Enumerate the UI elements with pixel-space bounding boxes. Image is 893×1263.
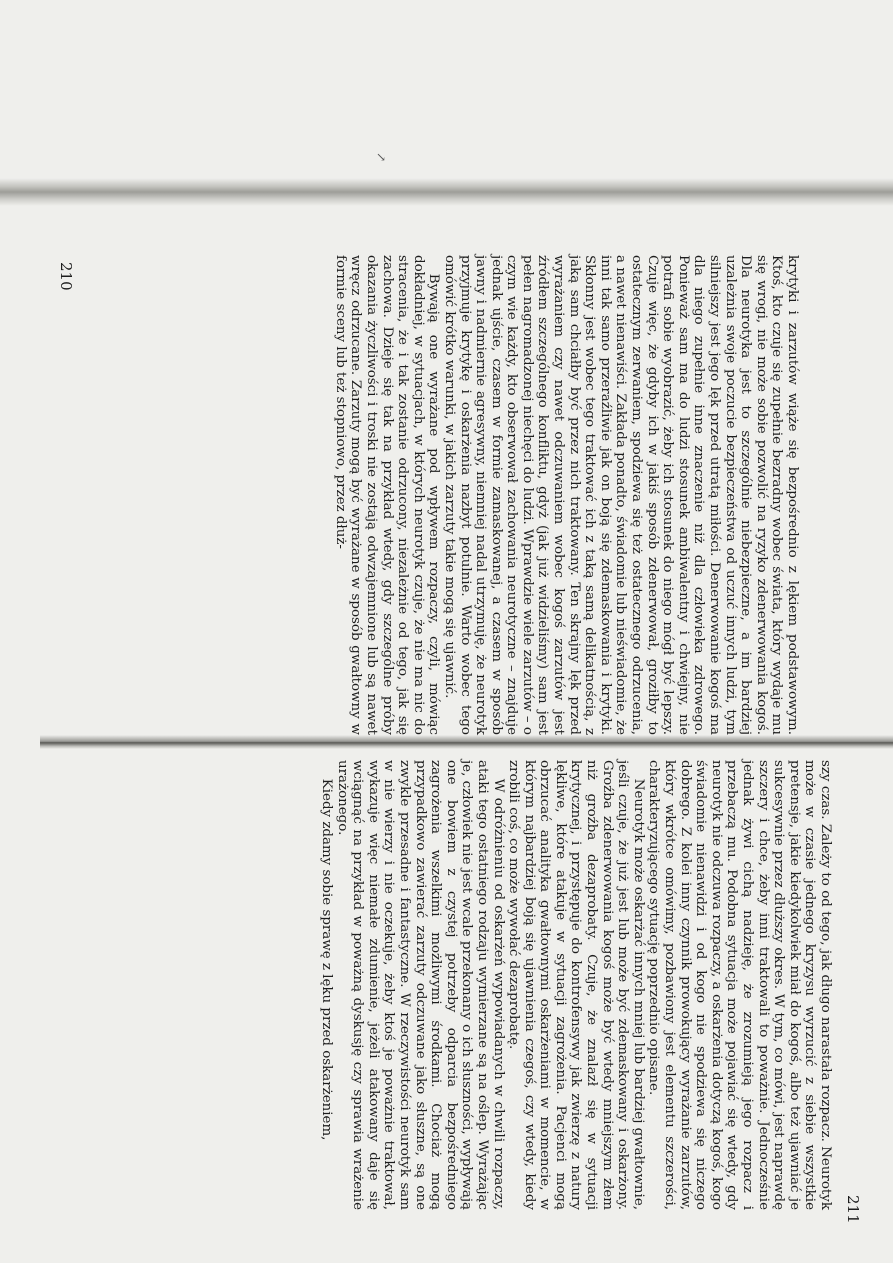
left-page-paragraph-1: krytyki i zarzutów wiąże się bezpośrednio z lękiem podstawowym. Ktoś, kto czuje się zupełnie bezradny wobec świata, który wydaje mu się wrogi, nie może sobie pozwolić na ryzyko zdenerwowania kogoś. Dla neurotyka jest to szczególnie niebezpieczne, a im bardziej uzależnia swoje poczucie bezpieczeństwa od uczuć innych ludzi, tym silniejszy jest jego lęk przed utratą miłości. Denerwowanie kogoś ma dla niego zupełnie inne znaczenie niż dla człowieka zdrowego. Ponieważ sam ma do ludzi stosunek ambiwalentny i chwiejny, nie potrafi sobie wyobrazić, żeby ich stosunek do niego mógł być lepszy. Czuje więc, że gdyby ich w jakiś sposób zdenerwował, groziłby to ostatecznym zerwaniem, spodziewa się też ostatecznego odrzucenia, a nawet nienawiści. Zakłada ponadto, świadomie lub nieświadomie, że inni tak samo przeraźliwie jak on boją się zdemaskowania i krytyki. Skłonny jest wobec tego traktować ich z taką samą delikatnością, z jaką sam chciałby być przez nich traktowany. Ten skrajny lęk przed wyrażaniem czy nawet odczuwaniem wobec kogoś zarzutów jest źródłem szczególnego konfliktu, gdyż (jak już widzieliśmy) sam jest pełen nagromadzonej niechęci do ludzi. Wprawdzie wiele zarzutów – o czym wie każdy, kto obserwował zachowania neurotyczne – znajduje jednak ujście, czasem w formie zamaskowanej, a czasem w sposób jawny i nadmiernie agresywny, niemniej nadal utrzymuję, że neurotyk przyjmuje krytykę i oskarżenia nazbyt potulnie. Warto wobec tego omówić krótko warunki, w jakich zarzuty takie mogą się ujawnić. xyxy=(441,255,800,735)
right-page-paragraph-3: W odróżnieniu od oskarżeń wypowiadanych w chwili rozpaczy, ataki tego ostatniego rodzaju wymierzane są na oślep. Wyrażając je, człowiek nie jest wcale przekonany o ich słuszności, wypływają one bowiem z czystej potrzeby odparcia bezpośredniego zagrożenia wszelkimi możliwymi środkami. Chociaż mogą przypadkowo zawierać zarzuty odczuwane jako słuszne, są one zwykle przesadne i fantastyczne. W rzeczywistości neurotyk sam w nie wierzy i nie oczekuje, żeby ktoś je poważnie traktował, wykazuje więc niemałe zdumienie, jeżeli atakowany daje się wciągnąć na przykład w poważną dyskusję czy sprawia wrażenie urażonego. xyxy=(334,760,506,1210)
right-page-paragraph-4: Kiedy zdamy sobie sprawę z lęku przed oskarżeniem, xyxy=(319,778,334,1141)
right-page-paragraph-2: Neurotyk może oskarżać innych mniej lub bardziej gwałtownie, jeśli czuje, że już jest lub może być zdemaskowany i oskarżony. Groźba zdenerwowania kogoś może być wtedy mniejszym złem niż groźba dezaprobaty. Czuje, że znalazł się w sytuacji krytycznej, i przystępuje do kontrofensywy jak zwierzę z natury lękliwe, które atakuje w sytuacji zagrożenia. Pacjenci mogą obrzucać analityka gwałtownymi oskarżeniami w momencie, w którym najbardziej boją się ujawnienia czegoś, czy wtedy, kiedy zrobili coś, co może wywołać dezaprobatę. xyxy=(506,760,646,1210)
left-page-number: 210 xyxy=(57,262,75,291)
scan-speck: ↘ xyxy=(376,150,387,164)
page-divider-shadow xyxy=(40,735,893,749)
right-page-body xyxy=(43,760,833,1210)
left-page-paragraph-2: Bywają one wyrażane pod wpływem rozpaczy, czyli, mówiąc dokładniej, w sytuacjach, w których neurotyk czuje, że nie ma nic do stracenia, że i tak zostanie odrzucony, niezależnie od tego, jak się zachowa. Dzieje się tak na przykład wtedy, gdy szczególne próby okazania życzliwości i troski nie zostają odwzajemnione lub są nawet wręcz odrzucane. Zarzuty mogą być wyrażane w sposób gwałtowny w formie sceny lub też stopniowo, przez dłuż- xyxy=(332,255,442,735)
right-page-paragraph-1: szy czas. Zależy to od tego, jak długo narastała rozpacz. Neurotyk może w czasie jednego kryzysu wyrzucić z siebie wszystkie pretensje, jakie kiedykolwiek miał do kogoś, albo też ujawniać je sukcesywnie przez dłuższy okres. W tym, co mówi, jest naprawdę szczery i chce, żeby inni traktowali to poważnie. Jednocześnie jednak żywi cichą nadzieję, że zrozumieją jego rozpacz i przebaczą mu. Podobna sytuacja może pojawiać się wtedy, gdy neurotyk nie odczuwa rozpaczy, a oskarżenia dotyczą kogoś, kogo świadomie nienawidzi i od kogo nie spodziewa się niczego dobrego. Z kolei inny czynnik prowokujący wyrażanie zarzutów, który wkrótce omówimy, pozbawiony jest elementu szczerości, charakteryzującego sytuację poprzednio opisane. xyxy=(646,760,833,1210)
page-fold-shadow xyxy=(0,178,893,206)
left-page-body xyxy=(60,255,800,735)
right-page-number: 211 xyxy=(844,1195,862,1224)
